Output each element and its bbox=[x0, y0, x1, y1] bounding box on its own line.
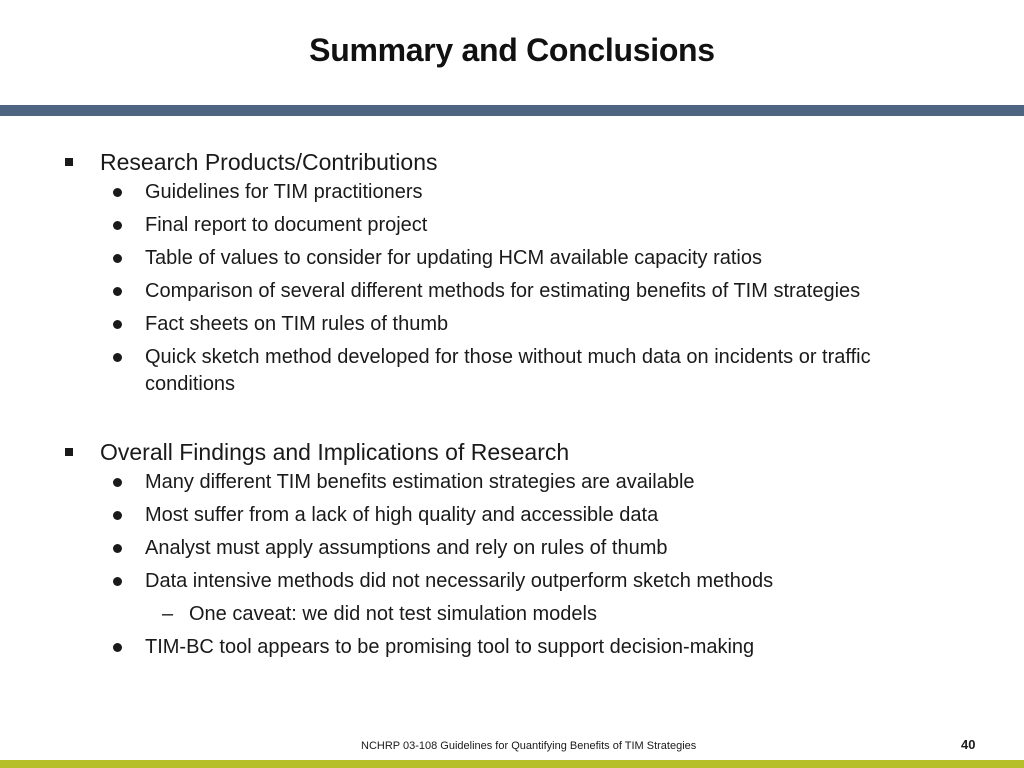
section-heading-text: Research Products/Contributions bbox=[100, 149, 438, 175]
list-item: Final report to document project bbox=[0, 212, 1024, 239]
page-number: 40 bbox=[961, 737, 976, 752]
bullet-dot-icon bbox=[113, 478, 122, 487]
bullet-dot-icon bbox=[113, 511, 122, 520]
list-item: Most suffer from a lack of high quality and accessible data bbox=[0, 502, 1024, 529]
section-heading bbox=[0, 436, 1024, 468]
dash-icon: – bbox=[162, 603, 174, 625]
footer-bar bbox=[0, 760, 1024, 768]
list-item: Comparison of several different methods for estimating benefits of TIM strategies bbox=[0, 278, 1024, 305]
list-item: Many different TIM benefits estimation strategies are available bbox=[0, 469, 1024, 496]
list-item: Analyst must apply assumptions and rely on rules of thumb bbox=[0, 535, 1024, 562]
square-bullet-icon bbox=[65, 158, 73, 166]
list-item: Guidelines for TIM practitioners bbox=[0, 179, 1024, 206]
section-heading bbox=[0, 146, 1024, 178]
list-item: Fact sheets on TIM rules of thumb bbox=[0, 311, 1024, 338]
bullet-list bbox=[0, 469, 1024, 661]
bullet-dot-icon bbox=[113, 643, 122, 652]
list-item: TIM-BC tool appears to be promising tool to support decision-making bbox=[0, 634, 1024, 661]
bullet-dot-icon bbox=[113, 254, 122, 263]
bullet-dot-icon bbox=[113, 188, 122, 197]
footer-text: NCHRP 03-108 Guidelines for Quantifying Benefits of TIM Strategies bbox=[361, 740, 697, 752]
bullet-list bbox=[0, 179, 1024, 398]
title-divider-bar bbox=[0, 105, 1024, 116]
bullet-dot-icon bbox=[113, 577, 122, 586]
section-research-products bbox=[0, 146, 1024, 398]
list-item: Quick sketch method developed for those without much data on incidents or traffic conditions bbox=[0, 344, 1024, 398]
section-overall-findings bbox=[0, 436, 1024, 661]
list-item: Data intensive methods did not necessarily outperform sketch methods bbox=[0, 568, 1024, 595]
bullet-dot-icon bbox=[113, 287, 122, 296]
bullet-dot-icon bbox=[113, 221, 122, 230]
list-item: Table of values to consider for updating HCM available capacity ratios bbox=[0, 245, 1024, 272]
bullet-dot-icon bbox=[113, 353, 122, 362]
bullet-dot-icon bbox=[113, 544, 122, 553]
square-bullet-icon bbox=[65, 448, 73, 456]
sub-list-item: – One caveat: we did not test simulation models bbox=[0, 601, 1024, 628]
section-heading-text: Overall Findings and Implications of Research bbox=[100, 439, 570, 465]
slide-content bbox=[0, 146, 1024, 667]
bullet-dot-icon bbox=[113, 320, 122, 329]
slide-title: Summary and Conclusions bbox=[309, 32, 715, 68]
